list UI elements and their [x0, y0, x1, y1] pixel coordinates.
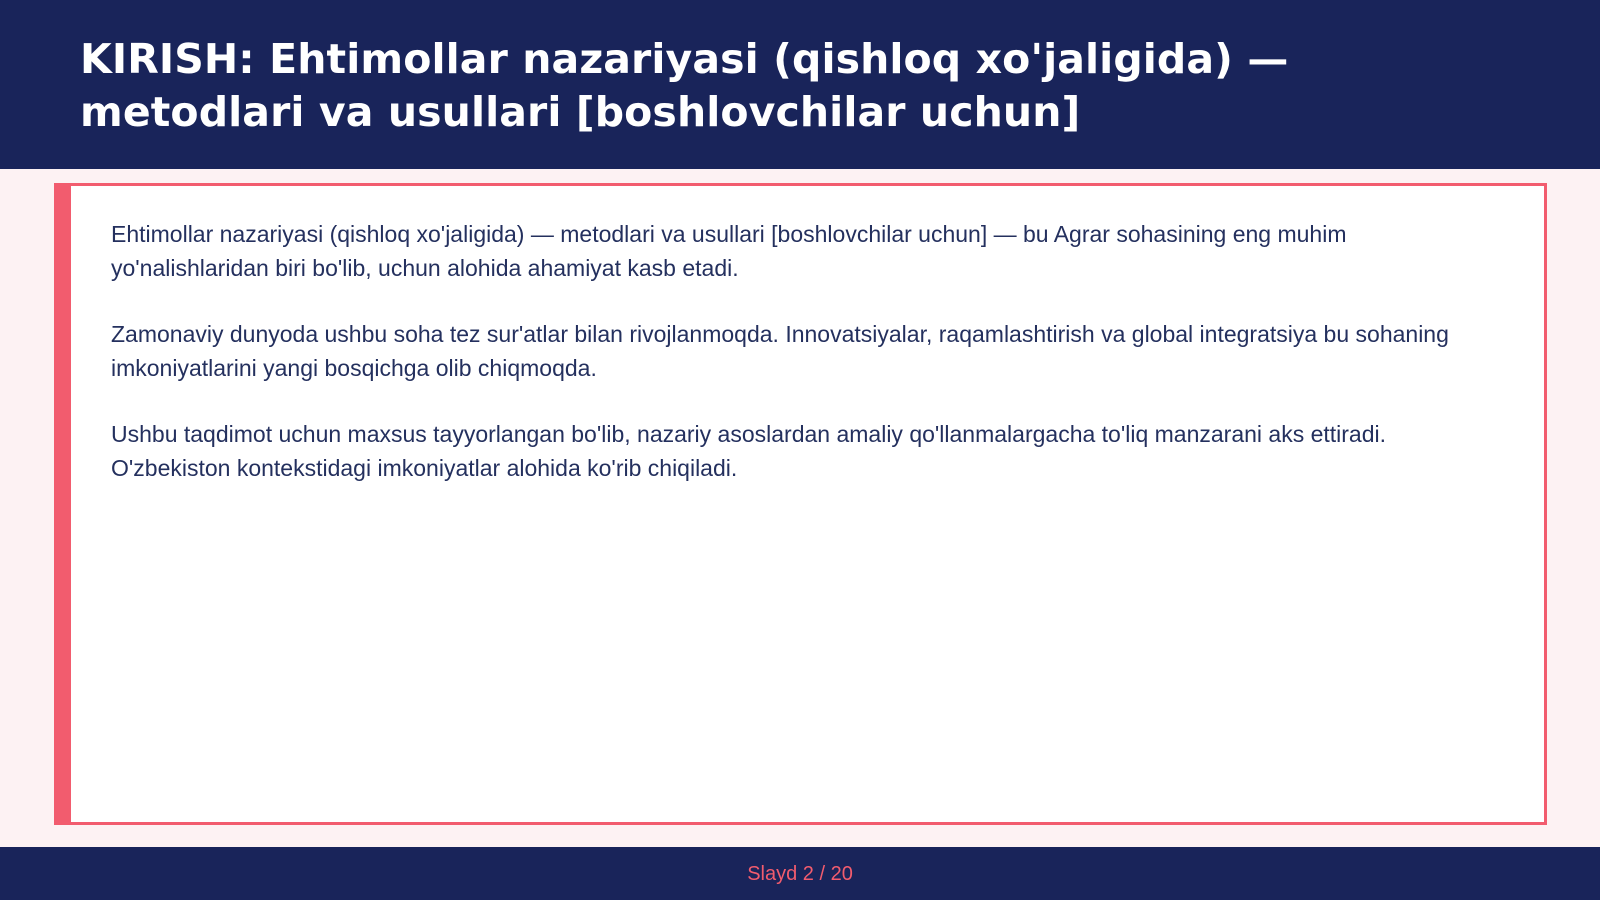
slide-counter: Slayd 2 / 20 — [747, 863, 853, 885]
slide-header — [0, 0, 1600, 169]
modern-paragraph: Zamonaviy dunyoda ushbu soha tez sur'atlar bilan rivojlanmoqda. Innovatsiyalar, raqamlashtirish va global integratsiya bu sohaning imkoniyatlarini yangi bosqichga olib chiqmoqda. — [111, 321, 1449, 381]
slide-footer — [0, 847, 1600, 900]
content-panel — [54, 183, 1547, 825]
presentation-paragraph: Ushbu taqdimot uchun maxsus tayyorlangan bo'lib, nazariy asoslardan amaliy qo'llanmalargacha to'liq manzarani aks ettiradi. O'zbekiston kontekstidagi imkoniyatlar alohida ko'rib chiqiladi. — [111, 421, 1387, 481]
slide-title: KIRISH: Ehtimollar nazariyasi (qishloq xo'jaligida) — metodlari va usullari [boshlovchilar uchun] — [80, 35, 1289, 136]
intro-paragraph: Ehtimollar nazariyasi (qishloq xo'jaligida) — metodlari va usullari [boshlovchilar uchun] — bu Agrar sohasining eng muhim yo'nalishlaridan biri bo'lib, uchun alohida ahamiyat kasb etadi. — [111, 221, 1347, 281]
